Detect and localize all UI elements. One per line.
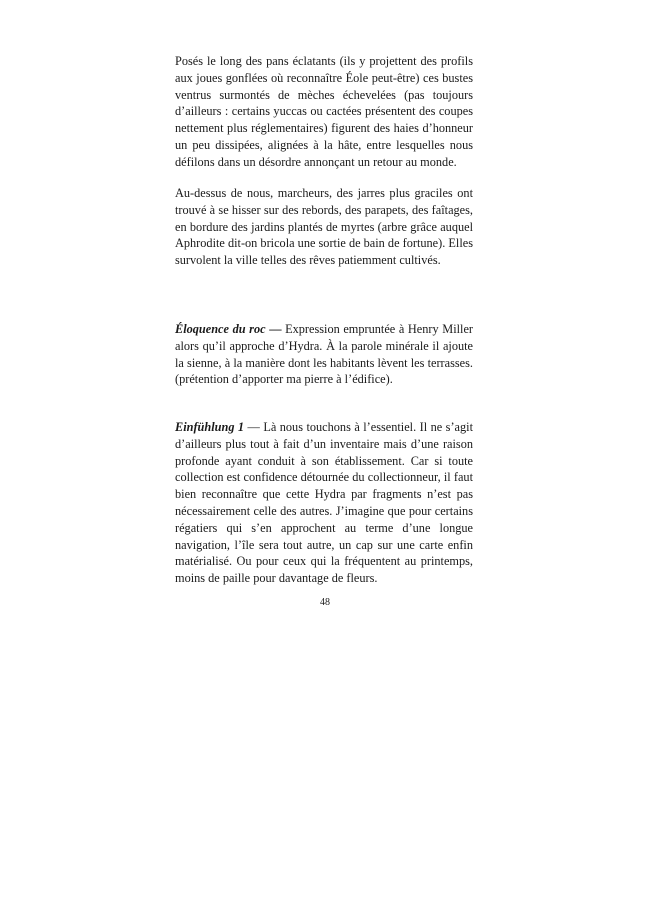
entry-term: Éloquence du roc — [175, 322, 266, 336]
em-dash: — — [244, 420, 264, 434]
paragraph-au-dessus: Au-dessus de nous, marcheurs, des jarres plus graciles ont trouvé à se hisser sur des rebords, des parapets, des faîtages, en bordure des jardins plantés de myrtes (arbre grâce auquel Aphrodite dit-on bricola une sortie de bain de fortune). Elles survolent la ville telles des rêves patiemment cultivés. — [175, 186, 473, 268]
em-dash: — — [265, 322, 286, 336]
page-number: 48 — [320, 597, 330, 608]
entry-body: Expression empruntée à Henry Miller alors qu’il approche d’Hydra. À la parole minérale il ajoute la sienne, à la manière dont les habitants lèvent les terrasses. (prétention d’apporter ma pierre à l’édifice). — [175, 322, 473, 387]
entry-term: Einfühlung 1 — [175, 420, 245, 434]
entry-body: Là nous touchons à l’essentiel. Il ne s’agit d’ailleurs plus tout à fait d’un inventaire mais d’une raison profonde ayant conduit à son établissement. Car si toute collection est confidence détournée du collectionneur, il faut bien reconnaître que cette Hydra par fragments n’est pas nécessairement celle des autres. J’imagine que pour certains régatiers qui s’en approchent au terme d’une longue navigation, l’île sera tout autre, un cap sur une carte enfin matérialisé. Ou pour ceux qui la fréquentent au printemps, moins de paille pour davantage de fleurs. — [175, 420, 473, 586]
entry-eloquence-du-roc — [175, 321, 473, 388]
paragraph-posés: Posés le long des pans éclatants (ils y projettent des profils aux joues gonflées où reconnaître Éole peut-être) ces bustes ventrus surmontés de mèches échevelées (pas toujours d’ailleurs : certains yuccas ou cactées présentent des coupes nettement plus réglementaires) figurent des haies d’honneur un peu dissipées, alignées à la hâte, entre lesquelles nous défilons dans un désordre annonçant un retour au monde. — [175, 54, 473, 169]
entry-einfuhlung — [175, 419, 473, 587]
